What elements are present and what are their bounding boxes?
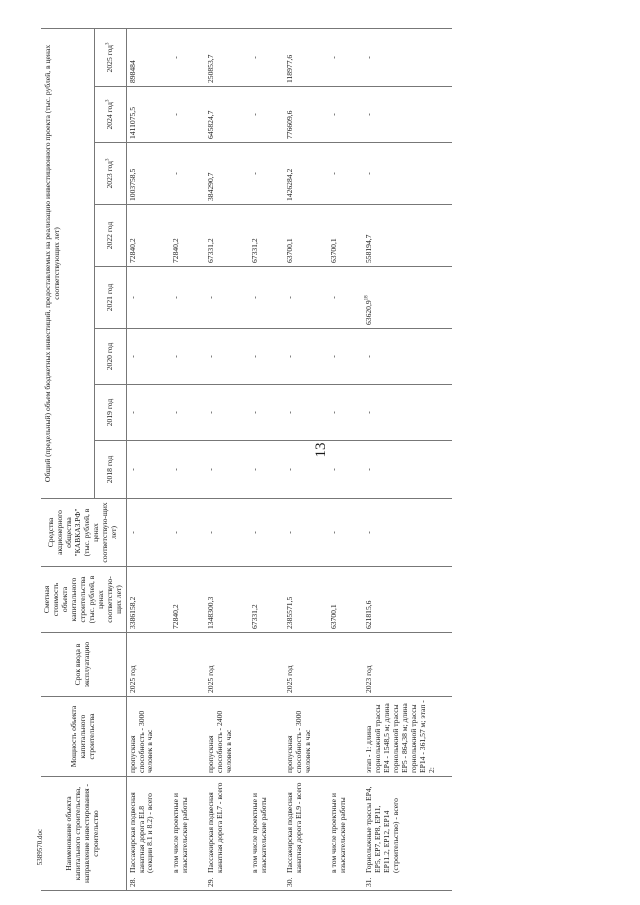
row-spacer [236, 28, 249, 890]
budget-y2025-cell: 898484 [126, 28, 157, 86]
spacer-cell [271, 143, 284, 205]
budget-y2018-cell: - [284, 441, 315, 499]
capacity-cell: пропускная способность - 3000 человек в час [126, 697, 157, 777]
spacer-cell [157, 441, 170, 499]
page-number: 13 [313, 442, 329, 458]
budget-y2019-cell: - [126, 385, 157, 441]
table-row [126, 28, 157, 890]
spacer-cell [236, 633, 249, 697]
spacer-cell [271, 87, 284, 143]
row-number: 31. [363, 877, 373, 887]
spacer-cell [236, 28, 249, 86]
budget-y2023-cell: 384290,7 [205, 143, 236, 205]
commission-date-cell: 2025 год [126, 633, 157, 697]
company-funds-cell: - [205, 499, 236, 567]
budget-y2020-cell: - [249, 329, 271, 385]
budget-y2018-cell: - [170, 441, 192, 499]
spacer-cell [439, 567, 452, 633]
company-funds-cell: - [328, 499, 350, 567]
budget-y2024-cell: - [170, 87, 192, 143]
spacer-cell [192, 697, 205, 777]
row-spacer [157, 28, 170, 890]
budget-y2020-cell: - [284, 329, 315, 385]
year-header: 2023 год$^3$ [94, 143, 126, 205]
spacer-cell [315, 697, 328, 777]
budget-y2020-cell: - [363, 329, 439, 385]
row-spacer [315, 28, 328, 890]
spacer-cell [350, 205, 363, 267]
table-row [170, 28, 192, 890]
table-row [328, 28, 350, 890]
budget-y2025-cell: 250853,7 [205, 28, 236, 86]
spacer-cell [315, 777, 328, 891]
budget-y2024-cell: - [249, 87, 271, 143]
spacer-cell [192, 567, 205, 633]
table-row [363, 28, 439, 890]
object-name-cell [170, 777, 192, 891]
budget-y2023-cell: 1426284,2 [284, 143, 315, 205]
document-code: 5389570.doc [36, 828, 44, 866]
spacer-cell [192, 633, 205, 697]
spacer-cell [157, 777, 170, 891]
budget-y2021-cell: - [284, 267, 315, 329]
spacer-cell [271, 441, 284, 499]
object-name-cell [363, 777, 439, 891]
spacer-cell [271, 633, 284, 697]
estimated-cost-cell: 3386158,2 [126, 567, 157, 633]
spacer-cell [236, 499, 249, 567]
estimated-cost-cell: 67331,2 [249, 567, 271, 633]
company-funds-cell: - [170, 499, 192, 567]
spacer-cell [350, 499, 363, 567]
spacer-cell [157, 28, 170, 86]
budget-y2019-cell: - [249, 385, 271, 441]
capacity-cell: пропускная способность - 3000 человек в час [284, 697, 315, 777]
object-name-cell [205, 777, 236, 891]
budget-y2021-cell: - [328, 267, 350, 329]
company-funds-cell: - [284, 499, 315, 567]
header-budget-investments: Общий (предельный) объем бюджетных инвестиций, предоставляемых на реализацию инвестиционного проекта (тыс. рублей, в ценах соответствующих лет) [41, 28, 94, 498]
budget-y2019-cell: - [328, 385, 350, 441]
budget-y2022-cell: 67331,2 [249, 205, 271, 267]
budget-y2025-cell: 118977,6 [284, 28, 315, 86]
commission-date-cell [249, 633, 271, 697]
commission-date-cell: 2023 год [363, 633, 439, 697]
budget-y2025-cell: - [363, 28, 439, 86]
budget-y2018-cell: - [126, 441, 157, 499]
spacer-cell [192, 777, 205, 891]
commission-date-cell: 2025 год [205, 633, 236, 697]
budget-y2021-cell: - [249, 267, 271, 329]
budget-y2023-cell: - [363, 143, 439, 205]
spacer-cell [439, 441, 452, 499]
header-company-funds: Средства акционерного общества "КАВКАЗ.РФ" (тыс. рублей, в ценах соответствую-щих лет) [41, 499, 126, 567]
spacer-cell [315, 143, 328, 205]
spacer-cell [192, 267, 205, 329]
spacer-cell [439, 777, 452, 891]
row-number: 28. [127, 877, 137, 887]
spacer-cell [350, 633, 363, 697]
budget-y2018-cell: - [363, 441, 439, 499]
spacer-cell [439, 499, 452, 567]
spacer-cell [236, 385, 249, 441]
budget-y2021-cell: 63620,9$^{18}$ [363, 267, 439, 329]
spacer-cell [350, 329, 363, 385]
budget-y2024-cell: 776609,6 [284, 87, 315, 143]
spacer-cell [439, 87, 452, 143]
spacer-cell [350, 143, 363, 205]
spacer-cell [192, 329, 205, 385]
commission-date-cell: 2025 год [284, 633, 315, 697]
year-header: 2022 год [94, 205, 126, 267]
year-header: 2025 год$^3$ [94, 28, 126, 86]
budget-y2019-cell: - [363, 385, 439, 441]
capacity-cell: пропускная способность - 2400 человек в час [205, 697, 236, 777]
budget-y2024-cell: - [328, 87, 350, 143]
object-name: Пассажирская подвесная канатная дорога EL7 - всего [206, 782, 225, 873]
budget-y2022-cell: 67331,2 [205, 205, 236, 267]
object-name: в том числе проектные и изыскательские работы [250, 793, 269, 873]
budget-y2019-cell: - [284, 385, 315, 441]
spacer-cell [439, 205, 452, 267]
investment-table [41, 28, 452, 891]
budget-y2025-cell: - [328, 28, 350, 86]
spacer-cell [236, 329, 249, 385]
estimated-cost-cell: 63700,1 [328, 567, 350, 633]
budget-y2020-cell: - [328, 329, 350, 385]
budget-y2023-cell: - [249, 143, 271, 205]
budget-y2019-cell: - [205, 385, 236, 441]
spacer-cell [271, 267, 284, 329]
capacity-cell [170, 697, 192, 777]
year-header: 2024 год$^3$ [94, 87, 126, 143]
company-funds-cell: - [249, 499, 271, 567]
spacer-cell [439, 697, 452, 777]
spacer-cell [315, 267, 328, 329]
header-commission-date: Срок ввода в эксплуатацию [41, 633, 126, 697]
budget-y2022-cell: 72840,2 [170, 205, 192, 267]
spacer-cell [315, 441, 328, 499]
spacer-cell [271, 567, 284, 633]
capacity-cell: этап - 1: длина горнолыжной трассы EP4 - 1548,5 м; длина горнолыжной трассы EP5 - 864,38 м; длина горнолыжной трассы EP14 - 361,57 м; этап - 2: [363, 697, 439, 777]
year-header: 2019 год [94, 385, 126, 441]
estimated-cost-cell: 621815,6 [363, 567, 439, 633]
spacer-cell [271, 499, 284, 567]
spacer-cell [271, 28, 284, 86]
estimated-cost-cell: 1348300,3 [205, 567, 236, 633]
spacer-cell [236, 87, 249, 143]
spacer-cell [192, 441, 205, 499]
budget-y2022-cell: 63700,1 [284, 205, 315, 267]
object-name-cell [249, 777, 271, 891]
spacer-cell [350, 777, 363, 891]
spacer-cell [315, 205, 328, 267]
spacer-cell [271, 697, 284, 777]
table-body [126, 28, 451, 890]
spacer-cell [271, 205, 284, 267]
row-number: 30. [285, 877, 295, 887]
row-spacer [439, 28, 452, 890]
spacer-cell [157, 499, 170, 567]
spacer-cell [157, 143, 170, 205]
estimated-cost-cell: 2385571,5 [284, 567, 315, 633]
object-name-cell [284, 777, 315, 891]
spacer-cell [192, 87, 205, 143]
object-name: в том числе проектные и изыскательские работы [328, 793, 347, 873]
spacer-cell [192, 205, 205, 267]
commission-date-cell [170, 633, 192, 697]
spacer-cell [236, 267, 249, 329]
investment-table-rotated [41, 29, 601, 891]
spacer-cell [350, 567, 363, 633]
spacer-cell [157, 329, 170, 385]
spacer-cell [439, 329, 452, 385]
footnote-marker: 18 [364, 295, 370, 301]
budget-y2022-cell: 72840,2 [126, 205, 157, 267]
spacer-cell [192, 28, 205, 86]
spacer-cell [439, 267, 452, 329]
budget-y2024-cell: 645824,7 [205, 87, 236, 143]
spacer-cell [157, 567, 170, 633]
spacer-cell [315, 329, 328, 385]
spacer-cell [236, 143, 249, 205]
capacity-cell [249, 697, 271, 777]
spacer-cell [439, 633, 452, 697]
estimated-cost-cell: 72840,2 [170, 567, 192, 633]
spacer-cell [271, 329, 284, 385]
object-name: Пассажирская подвесная канатная дорога EL9 - всего [285, 782, 304, 873]
spacer-cell [157, 633, 170, 697]
spacer-cell [439, 28, 452, 86]
row-spacer [192, 28, 205, 890]
budget-y2021-cell: - [170, 267, 192, 329]
spacer-cell [315, 385, 328, 441]
budget-y2018-cell: - [328, 441, 350, 499]
spacer-cell [350, 697, 363, 777]
budget-y2023-cell: - [170, 143, 192, 205]
spacer-cell [192, 385, 205, 441]
spacer-cell [271, 777, 284, 891]
commission-date-cell [328, 633, 350, 697]
budget-y2019-cell: - [170, 385, 192, 441]
budget-y2022-cell: 63700,1 [328, 205, 350, 267]
table-row [205, 28, 236, 890]
header-capacity: Мощность объекта капитального строительства [41, 697, 126, 777]
object-name: Пассажирская подвесная канатная дорога EL8 (секции 8.1 и 8.2) - всего [127, 792, 155, 873]
year-header: 2021 год [94, 267, 126, 329]
budget-y2023-cell: 1003758,5 [126, 143, 157, 205]
company-funds-cell: - [126, 499, 157, 567]
header-object-name: Наименование объекта капитального строительства, направление инвестирования - строительство [41, 777, 126, 891]
object-name: Горнолыжные трассы EP4, EP5, EP7, EP8, EP11, EP11.2, EP12, EP14 (строительство) - всего [363, 786, 400, 873]
budget-y2023-cell: - [328, 143, 350, 205]
object-name-cell [126, 777, 157, 891]
budget-y2018-cell: - [205, 441, 236, 499]
spacer-cell [236, 205, 249, 267]
spacer-cell [350, 441, 363, 499]
spacer-cell [236, 697, 249, 777]
spacer-cell [236, 567, 249, 633]
spacer-cell [157, 87, 170, 143]
spacer-cell [439, 385, 452, 441]
budget-y2025-cell: - [170, 28, 192, 86]
budget-y2021-cell: - [126, 267, 157, 329]
table-row [284, 28, 315, 890]
spacer-cell [192, 143, 205, 205]
spacer-cell [315, 499, 328, 567]
budget-y2018-cell: - [249, 441, 271, 499]
budget-y2024-cell: 1411075,5 [126, 87, 157, 143]
year-header: 2020 год [94, 329, 126, 385]
budget-y2025-cell: - [249, 28, 271, 86]
budget-y2022-cell: 558194,7 [363, 205, 439, 267]
year-header: 2018 год [94, 441, 126, 499]
spacer-cell [350, 267, 363, 329]
spacer-cell [315, 567, 328, 633]
budget-y2020-cell: - [205, 329, 236, 385]
object-name: в том числе проектные и изыскательские работы [171, 793, 190, 873]
spacer-cell [157, 205, 170, 267]
object-name-cell [328, 777, 350, 891]
budget-y2024-cell: - [363, 87, 439, 143]
spacer-cell [315, 633, 328, 697]
row-number: 29. [206, 877, 216, 887]
table-row [249, 28, 271, 890]
spacer-cell [315, 87, 328, 143]
spacer-cell [157, 697, 170, 777]
spacer-cell [157, 385, 170, 441]
spacer-cell [350, 28, 363, 86]
spacer-cell [157, 267, 170, 329]
header-estimated-cost: Сметная стоимость объекта капитального строительства (тыс. рублей, в ценах соответствую-щих лет) [41, 567, 126, 633]
spacer-cell [236, 441, 249, 499]
spacer-cell [192, 499, 205, 567]
spacer-cell [315, 28, 328, 86]
spacer-cell [439, 143, 452, 205]
company-funds-cell: - [363, 499, 439, 567]
budget-y2020-cell: - [126, 329, 157, 385]
spacer-cell [350, 87, 363, 143]
spacer-cell [350, 385, 363, 441]
spacer-cell [271, 385, 284, 441]
capacity-cell [328, 697, 350, 777]
budget-y2021-cell: - [205, 267, 236, 329]
row-spacer [350, 28, 363, 890]
budget-y2020-cell: - [170, 329, 192, 385]
row-spacer [271, 28, 284, 890]
spacer-cell [236, 777, 249, 891]
